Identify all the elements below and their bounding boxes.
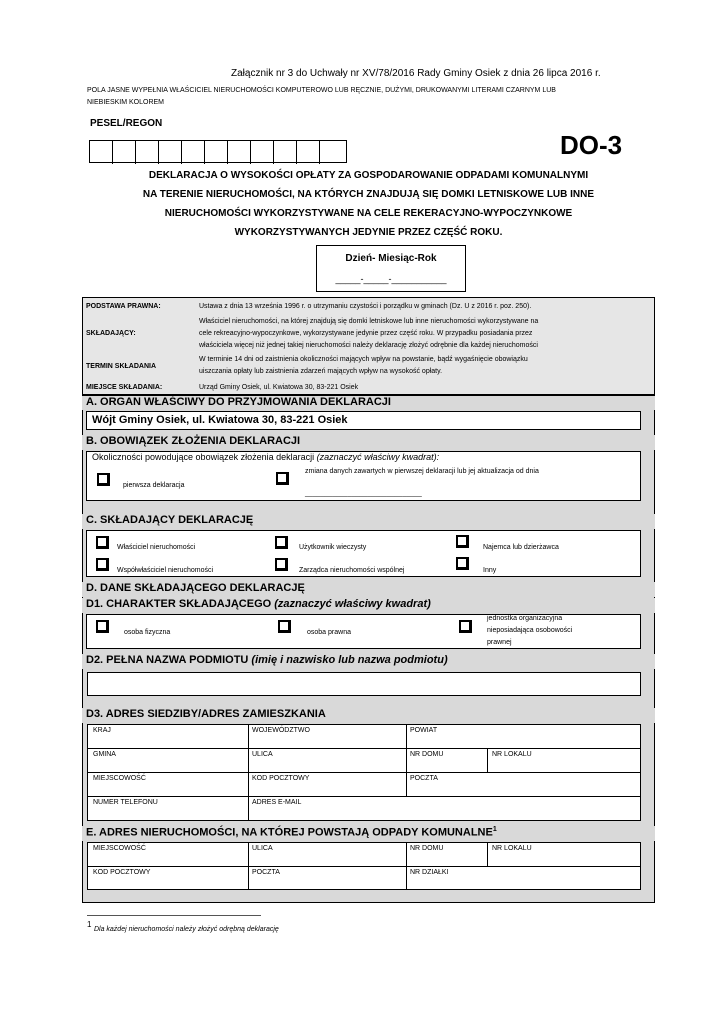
col-divider bbox=[487, 842, 488, 867]
section-a-value-box[interactable] bbox=[86, 411, 641, 430]
field-postal-code[interactable]: KOD POCZTOWY bbox=[252, 775, 310, 782]
deadline-label: TERMIN SKŁADANIA bbox=[86, 363, 156, 370]
option-first-declaration: pierwsza deklaracja bbox=[123, 482, 185, 489]
field-voivodeship[interactable]: WOJEWÓDZTWO bbox=[252, 727, 310, 734]
section-d3-title: D3. ADRES SIEDZIBY/ADRES ZAMIESZKANIA bbox=[82, 708, 655, 723]
field-country[interactable]: KRAJ bbox=[93, 727, 111, 734]
deadline-text-2: uiszczania opłaty lub zaistnienia zdarzeń mających wpływ na wysokość opłaty. bbox=[199, 368, 443, 375]
field-commune[interactable]: GMINA bbox=[93, 751, 116, 758]
field-email[interactable]: ADRES E-MAIL bbox=[252, 799, 302, 806]
submitter-label: SKŁADAJĄCY: bbox=[86, 330, 136, 337]
checkbox-owner[interactable] bbox=[96, 536, 109, 549]
pesel-cell[interactable] bbox=[274, 141, 297, 164]
col-divider bbox=[406, 724, 407, 797]
submitter-text-1: Właściciel nieruchomości, na której znajdują się domki letniskowe lub inne nieruchomości wykorzystywane na bbox=[199, 318, 539, 325]
checkbox-legal-person[interactable] bbox=[278, 620, 291, 633]
date-pattern: _____-_____-___________ bbox=[335, 274, 447, 284]
option-other: Inny bbox=[483, 567, 497, 574]
submitter-text-3: właściciela więcej niż jednej takiej nieruchomości należy deklarację złożyć odrębnie dla każdej nieruchomości bbox=[199, 342, 538, 349]
footnote-divider bbox=[87, 915, 261, 916]
pesel-cell[interactable] bbox=[320, 141, 343, 164]
section-b-prompt: Okoliczności powodujące obowiązek złożenia deklaracji (zaznaczyć właściwy kwadrat): bbox=[92, 452, 440, 462]
row-divider bbox=[87, 796, 641, 797]
title-line-4: WYKORZYSTYWANYCH JEDYNIE PRZEZ CZĘŚĆ ROKU. bbox=[234, 227, 503, 238]
field-town[interactable]: MIEJSCOWOŚĆ bbox=[93, 775, 146, 782]
title-line-2: NA TERENIE NIERUCHOMOŚCI, NA KTÓRYCH ZNAJDUJĄ SIĘ DOMKI LETNISKOWE LUB INNE bbox=[142, 189, 595, 200]
option-org-unit-line-1: jednostka organizacyjna bbox=[487, 615, 563, 622]
section-b-title: B. OBOWIĄZEK ZŁOŻENIA DEKLARACJI bbox=[82, 435, 655, 450]
date-box[interactable] bbox=[316, 245, 466, 292]
property-field-house-number[interactable]: NR DOMU bbox=[410, 845, 444, 852]
option-perpetual-user: Użytkownik wieczysty bbox=[299, 544, 367, 551]
instructions-line-1: POLA JASNE WYPEŁNIA WŁAŚCICIEL NIERUCHOMOŚCI KOMPUTEROWO LUB RĘCZNIE, DUŻYMI, DRUKOWANYMI LITERAMI CZARNYM LUB bbox=[87, 87, 556, 94]
data-change-date-field[interactable]: ______________________________ bbox=[305, 490, 422, 497]
option-natural-person: osoba fizyczna bbox=[124, 629, 171, 636]
submitter-text-2: cele rekreacyjno-wypoczynkowe, wykorzystywane jedynie przez część roku. W przypadku posiadania przez bbox=[199, 330, 533, 337]
date-label: Dzień- Miesiąc-Rok bbox=[345, 253, 437, 264]
field-phone[interactable]: NUMER TELEFONU bbox=[93, 799, 158, 806]
option-data-change: zmiana danych zawartych w pierwszej deklaracji lub jej aktualizacja od dnia bbox=[305, 468, 539, 475]
title-line-1: DEKLARACJA O WYSOKOŚCI OPŁATY ZA GOSPODAROWANIE ODPADAMI KOMUNALNYMI bbox=[148, 170, 589, 181]
property-field-street[interactable]: ULICA bbox=[252, 845, 273, 852]
pesel-cell[interactable] bbox=[90, 141, 113, 164]
row-divider bbox=[87, 866, 641, 867]
checkbox-perpetual-user[interactable] bbox=[275, 536, 288, 549]
basis-label: PODSTAWA PRAWNA: bbox=[86, 303, 161, 310]
option-org-unit-line-2: nieposiadająca osobowości bbox=[487, 627, 573, 634]
option-legal-person: osoba prawna bbox=[307, 629, 351, 636]
pesel-cell[interactable] bbox=[182, 141, 205, 164]
checkbox-co-owner[interactable] bbox=[96, 558, 109, 571]
col-divider bbox=[248, 842, 249, 890]
property-field-post-office[interactable]: POCZTA bbox=[252, 869, 280, 876]
checkbox-natural-person[interactable] bbox=[96, 620, 109, 633]
property-field-postal-code[interactable]: KOD POCZTOWY bbox=[93, 869, 151, 876]
footnote-text: Dla każdej nieruchomości należy złożyć odrębną deklarację bbox=[93, 926, 279, 933]
pesel-cell[interactable] bbox=[228, 141, 251, 164]
option-org-unit-line-3: prawnej bbox=[487, 639, 512, 646]
attachment-note: Załącznik nr 3 do Uchwały nr XV/78/2016 Rady Gminy Osiek z dnia 26 lipca 2016 r. bbox=[231, 68, 601, 79]
section-e-footnote-mark: 1 bbox=[492, 826, 497, 833]
option-manager: Zarządca nieruchomości wspólnej bbox=[299, 567, 405, 574]
col-divider bbox=[487, 749, 488, 773]
field-apartment-number[interactable]: NR LOKALU bbox=[492, 751, 532, 758]
section-c-title: C. SKŁADAJĄCY DEKLARACJĘ bbox=[82, 514, 655, 529]
pesel-cell[interactable] bbox=[136, 141, 159, 164]
checkbox-first-declaration[interactable] bbox=[97, 473, 110, 486]
section-d1-title: D1. CHARAKTER SKŁADAJĄCEGO (zaznaczyć właściwy kwadrat) bbox=[82, 598, 655, 613]
row-divider bbox=[87, 748, 641, 749]
section-a-title: A. ORGAN WŁAŚCIWY DO PRZYJMOWANIA DEKLARACJI bbox=[82, 396, 655, 410]
pesel-label: PESEL/REGON bbox=[90, 118, 163, 129]
form-code: DO-3 bbox=[560, 130, 623, 160]
section-d-title: D. DANE SKŁADAJĄCEGO DEKLARACJĘ bbox=[82, 582, 655, 597]
place-label: MIEJSCE SKŁADANIA: bbox=[86, 384, 163, 391]
property-field-town[interactable]: MIEJSCOWOŚĆ bbox=[93, 845, 146, 852]
pesel-cell[interactable] bbox=[205, 141, 228, 164]
section-a-value: Wójt Gminy Osiek, ul. Kwiatowa 30, 83-221 Osiek bbox=[92, 414, 348, 426]
pesel-cell[interactable] bbox=[251, 141, 274, 164]
checkbox-data-change[interactable] bbox=[276, 472, 289, 485]
field-house-number[interactable]: NR DOMU bbox=[410, 751, 444, 758]
field-street[interactable]: ULICA bbox=[252, 751, 273, 758]
instructions-line-2: NIEBIESKIM KOLOREM bbox=[87, 99, 165, 106]
row-divider bbox=[87, 772, 641, 773]
property-field-apartment-number[interactable]: NR LOKALU bbox=[492, 845, 532, 852]
footnote bbox=[87, 920, 279, 933]
section-d2-title: D2. PEŁNA NAZWA PODMIOTU (imię i nazwisko lub nazwa podmiotu) bbox=[82, 654, 655, 669]
basis-text: Ustawa z dnia 13 września 1996 r. o utrzymaniu czystości i porządku w gminach (Dz. U z 2016 r. poz. 250). bbox=[199, 303, 532, 310]
checkbox-org-unit[interactable] bbox=[459, 620, 472, 633]
col-divider bbox=[406, 842, 407, 890]
full-name-input[interactable] bbox=[87, 672, 641, 696]
field-post-office[interactable]: POCZTA bbox=[410, 775, 438, 782]
section-e-title: E. ADRES NIERUCHOMOŚCI, NA KTÓREJ POWSTAJĄ ODPADY KOMUNALNE$^1$ bbox=[82, 826, 655, 841]
pesel-cell[interactable] bbox=[113, 141, 136, 164]
checkbox-manager[interactable] bbox=[275, 558, 288, 571]
title-line-3: NIERUCHOMOŚCI WYKORZYSTYWANE NA CELE REKERACYJNO-WYPOCZYNKOWE bbox=[164, 208, 573, 219]
checkbox-tenant[interactable] bbox=[456, 535, 469, 548]
option-tenant: Najemca lub dzierżawca bbox=[483, 544, 559, 551]
place-text: Urząd Gminy Osiek, ul. Kwiatowa 30, 83-221 Osiek bbox=[199, 384, 359, 391]
deadline-text-1: W terminie 14 dni od zaistnienia okoliczności mających wpływ na powstanie, bądź wygaśnięcie obowiązku bbox=[199, 356, 528, 363]
field-district[interactable]: POWIAT bbox=[410, 727, 438, 734]
option-co-owner: Współwłaściciel nieruchomości bbox=[117, 567, 214, 574]
checkbox-other[interactable] bbox=[456, 557, 469, 570]
pesel-cell[interactable] bbox=[159, 141, 182, 164]
pesel-input[interactable] bbox=[89, 140, 347, 163]
footnote-mark: 1 bbox=[87, 920, 92, 929]
pesel-cell[interactable] bbox=[297, 141, 320, 164]
col-divider bbox=[248, 724, 249, 821]
property-field-plot-number[interactable]: NR DZIAŁKI bbox=[410, 869, 449, 876]
option-owner: Właściciel nieruchomości bbox=[117, 544, 196, 551]
